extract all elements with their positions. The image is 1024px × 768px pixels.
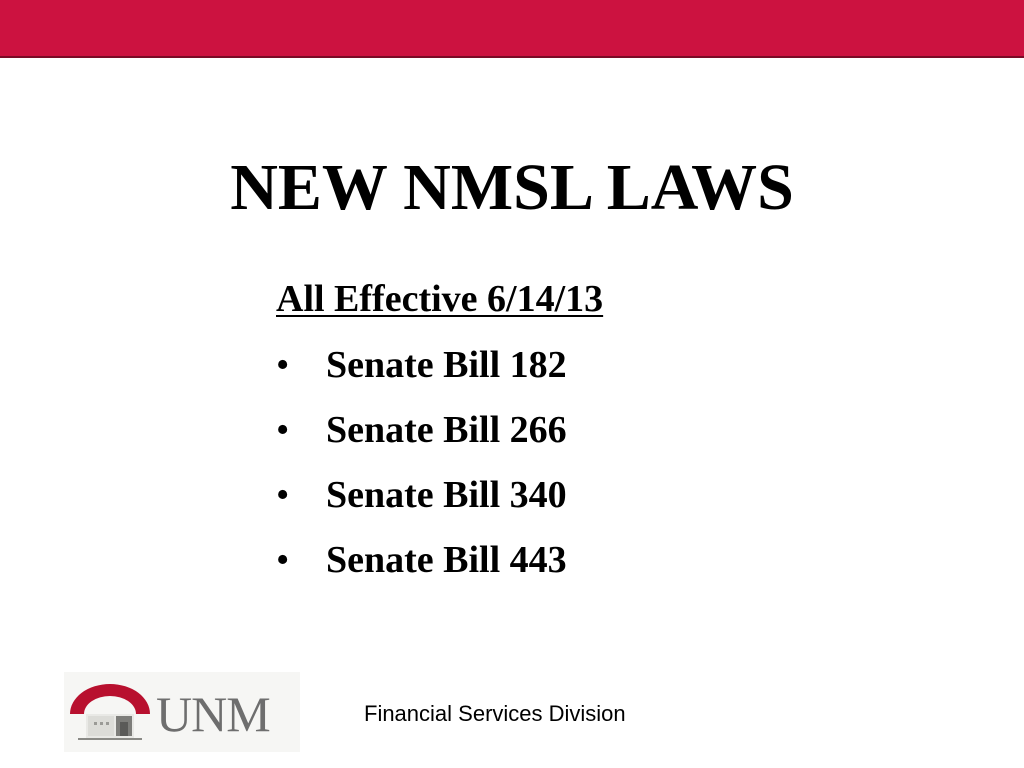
slide-title: NEW NMSL LAWS <box>230 151 794 224</box>
unm-logo <box>64 672 300 752</box>
list-item-text: Senate Bill 266 <box>326 409 567 451</box>
footer-division: Financial Services Division <box>364 701 626 726</box>
list-item <box>276 531 876 596</box>
unm-building-arch-icon <box>64 672 156 752</box>
bill-list <box>276 336 876 596</box>
list-item-text: Senate Bill 182 <box>326 344 567 386</box>
list-item-text: Senate Bill 443 <box>326 539 567 581</box>
unm-logo-text: UNM <box>156 686 270 742</box>
header-bar <box>0 0 1024 58</box>
list-item <box>276 466 876 531</box>
slide-content <box>276 272 876 596</box>
bullet-icon: • <box>276 539 290 581</box>
list-item <box>276 401 876 466</box>
list-item <box>276 336 876 401</box>
bullet-icon: • <box>276 474 290 516</box>
bullet-icon: • <box>276 344 290 386</box>
bullet-icon: • <box>276 409 290 451</box>
list-item-text: Senate Bill 340 <box>326 474 567 516</box>
effective-date-heading: All Effective 6/14/13 <box>276 278 604 320</box>
